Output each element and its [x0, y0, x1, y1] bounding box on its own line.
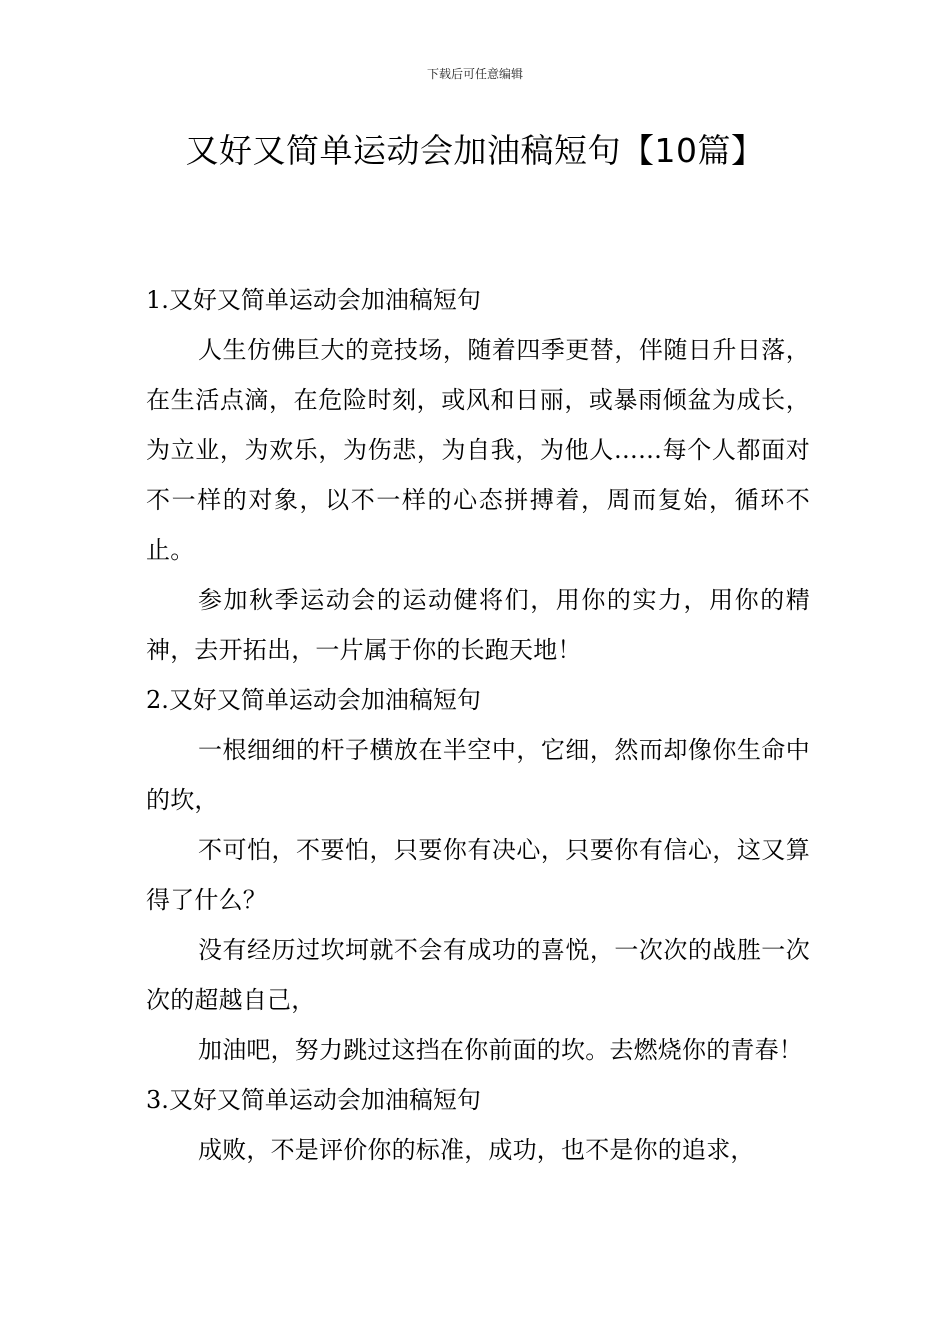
document-title: 又好又简单运动会加油稿短句【10篇】 — [185, 131, 765, 170]
paragraph: 没有经历过坎坷就不会有成功的喜悦，一次次的战胜一次次的超越自己， — [146, 936, 810, 1014]
paragraph: 成败，不是评价你的标准，成功，也不是你的追求， — [198, 1136, 755, 1164]
header-note: 下载后可任意编辑 — [426, 67, 523, 81]
paragraph: 加油吧，努力跳过这挡在你前面的坎。去燃烧你的青春！ — [198, 1036, 803, 1064]
paragraph: 一根细细的杆子横放在半空中，它细，然而却像你生命中的坎， — [146, 736, 810, 814]
paragraph: 不可怕，不要怕，只要你有决心，只要你有信心，这又算得了什么？ — [146, 836, 810, 914]
section-1 — [146, 275, 810, 675]
document-body — [146, 275, 810, 1175]
section-heading: 1.又好又简单运动会加油稿短句 — [146, 286, 481, 314]
section-heading: 3.又好又简单运动会加油稿短句 — [146, 1086, 481, 1114]
section-heading: 2.又好又简单运动会加油稿短句 — [146, 686, 481, 714]
section-3 — [146, 1075, 810, 1175]
paragraph: 参加秋季运动会的运动健将们，用你的实力，用你的精神，去开拓出，一片属于你的长跑天地！ — [146, 586, 810, 664]
paragraph: 人生仿佛巨大的竞技场，随着四季更替，伴随日升日落，在生活点滴，在危险时刻，或风和日丽，或暴雨倾盆为成长，为立业，为欢乐，为伤悲，为自我，为他人……每个人都面对不一样的对象，以不一样的心态拼搏着，周而复始，循环不止。 — [146, 336, 810, 564]
section-2 — [146, 675, 810, 1075]
